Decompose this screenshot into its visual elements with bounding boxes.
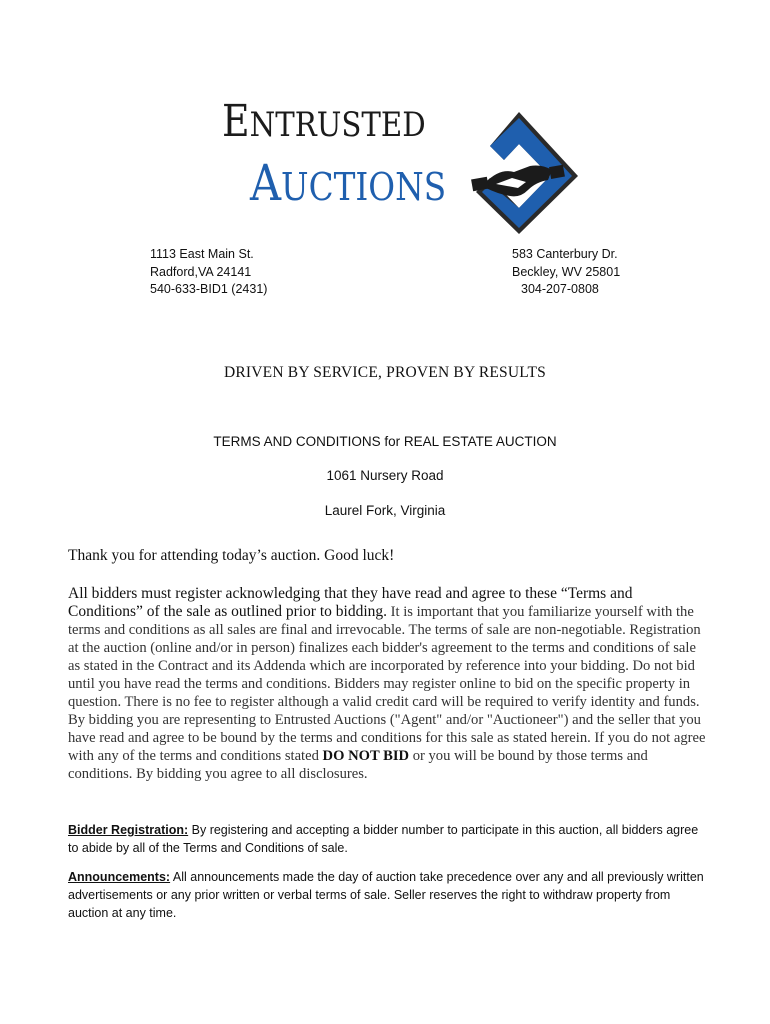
do-not-bid-emphasis: DO NOT BID bbox=[322, 748, 410, 764]
company-slogan: DRIVEN BY SERVICE, PROVEN BY RESULTS bbox=[223, 364, 547, 381]
logo-text-auctions bbox=[250, 154, 447, 212]
address-left-city: Radford,VA 24141 bbox=[150, 264, 252, 279]
terms-lead: All bidders must register acknowledging that they have read and agree to these “Terms and Conditions” of the sale as outlined prior to bidding. bbox=[68, 585, 633, 620]
announcements-text: All announcements made the day of auction take precedence over any and all previously written advertisements or any prior written or verbal terms of sale. Seller reserves the right to withdraw property from auction at any time. bbox=[68, 870, 704, 920]
announcements-heading: Announcements: bbox=[68, 870, 171, 884]
announcements-section bbox=[68, 868, 708, 922]
bidder-registration-heading: Bidder Registration: bbox=[68, 823, 189, 837]
property-city: Laurel Fork, Virginia bbox=[324, 503, 446, 518]
bidder-registration-text: By registering and accepting a bidder number to participate in this auction, all bidders agree to abide by all of the Terms and Conditions of sale. bbox=[68, 823, 699, 855]
address-beckley bbox=[512, 246, 620, 299]
document-title: TERMS AND CONDITIONS for REAL ESTATE AUCTION bbox=[213, 434, 557, 449]
property-street: 1061 Nursery Road bbox=[326, 468, 444, 483]
address-left-phone: 540-633-BID1 (2431) bbox=[150, 282, 268, 296]
logo-initial-a: A bbox=[250, 154, 282, 212]
address-left-street: 1113 East Main St. bbox=[150, 247, 254, 261]
logo-rest-entrusted: NTRUSTED bbox=[249, 105, 426, 145]
thanks-message: Thank you for attending today’s auction. Good luck! bbox=[68, 547, 395, 564]
company-logo bbox=[222, 96, 582, 240]
logo-initial-e: E bbox=[222, 96, 250, 147]
terms-tail: or you will be bound by those terms and conditions. By bidding you agree to all disclosures. bbox=[68, 748, 648, 782]
address-radford bbox=[150, 246, 267, 299]
address-right-street: 583 Canterbury Dr. bbox=[512, 247, 618, 261]
terms-body: It is important that you familiarize yourself with the terms and conditions as all sales are final and irrevocable. The terms of sale are non-negotiable. Registration at the auction (online and/or in person) finalizes each bidder's agreement to the terms and conditions of sale as stated in the Contract and its Addenda which are incorporated by reference into your bidding. Do not bid until you have read the terms and conditions. Bidders may register online to bid on the specific property in question. There is no fee to register although a valid credit card will be required to verify identity and funds. By bidding you are representing to Entrusted Auctions ("Agent" and/or "Auctioneer") and the seller that you have read and agree to be bound by the terms and conditions for this sale as stated herein. If you do not agree with any of the terms and conditions stated bbox=[68, 604, 706, 764]
address-right-phone: 304-207-0808 bbox=[521, 282, 599, 296]
handshake-icon bbox=[456, 108, 582, 238]
logo-text-entrusted bbox=[222, 96, 426, 147]
bidder-registration-section bbox=[68, 821, 708, 857]
logo-rest-auctions: UCTIONS bbox=[281, 165, 447, 209]
terms-paragraph bbox=[68, 585, 708, 783]
address-right-city: Beckley, WV 25801 bbox=[512, 264, 621, 279]
